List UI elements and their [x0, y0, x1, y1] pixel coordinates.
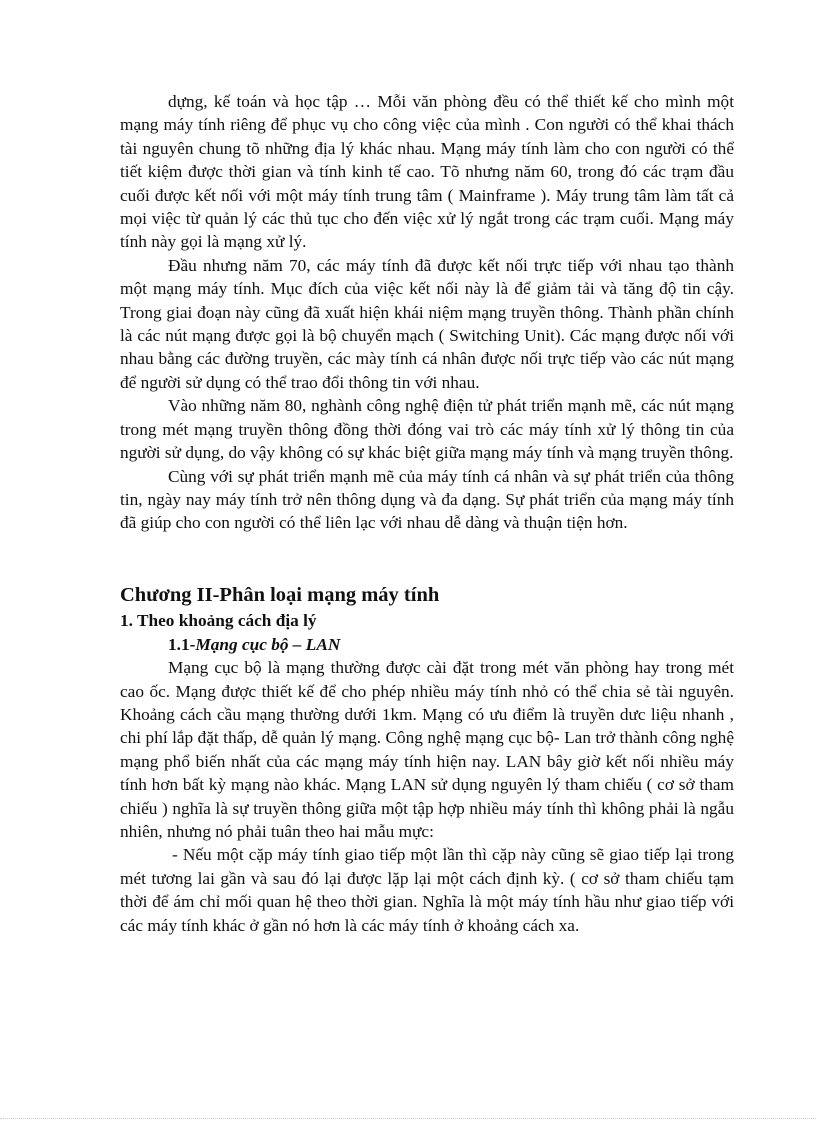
- paragraph-1980s-networks: Vào những năm 80, nghành công nghệ điện tử phát triển mạnh mẽ, các nút mạng trong mét mạng truyền thông đồng thời đóng vai trò các máy tính xử lý thông tin của người sử dụng, do vậy không có sự khác biệt giữa mạng máy tính và mạng truyền thông.: [120, 396, 734, 463]
- paragraph-personal-computers: Cùng với sự phát triển mạnh mẽ của máy tính cá nhân và sự phát triển của thông tin, ngày nay máy tính trở nên thông dụng và đa dạng. Sự phát triển của mạng máy tính đã giúp cho con người có thể liên lạc với nhau dễ dàng và thuận tiện hơn.: [120, 466, 734, 533]
- paragraph-network-history-intro: dựng, kế toán và học tập … Mỗi văn phòng đều có thể thiết kế cho mình một mạng máy tính riêng để phục vụ cho công việc của mình . Con người có thể khai thách tài nguyên chung tõ những địa lý khác nhau. Mạng máy tính làm cho con người có thể tiết kiệm được thời gian và tính kinh tế cao. Tõ nhưng năm 60, trong đó các trạm đầu cuối được kết nối với một máy tính trung tâm ( Mainframe ). Máy trung tâm làm tất cả mọi việc từ quản lý các thủ tục cho đến việc xử lý ngắt trong các trạm cuối. Mạng máy tính này gọi là mạng xử lý.: [120, 92, 734, 252]
- section-spacer: [120, 535, 734, 581]
- paragraph-1970s-networks: Đầu nhưng năm 70, các máy tính đã được kết nối trực tiếp với nhau tạo thành một mạng máy tính. Mục đích của việc kết nối này là để giảm tải và tăng độ tin cậy. Trong giai đoạn này cũng đã xuất hiện khái niệm mạng truyền thông. Thành phần chính là các nút mạng được gọi là bộ chuyển mạch ( Switching Unit). Các mạng được nối với nhau bằng các đường truyền, các mày tính cá nhân được nối trực tiếp vào các nút mạng để người sử dụng có thể trao đổi thông tin với nhau.: [120, 255, 734, 392]
- subsection-number: 1.1-: [168, 634, 196, 654]
- page-bottom-border: [0, 1118, 816, 1119]
- paragraph-lan-reference-principle: - Nếu một cặp máy tính giao tiếp một lần thì cặp này cũng sẽ giao tiếp lại trong mét tương lai gần và sau đó lại được lặp lại một cách định kỳ. ( cơ sở tham chiếu tạm thời để ám chỉ mối quan hệ theo thời gian. Nghĩa là một máy tính hầu như giao tiếp với các máy tính khác ở gần nó hơn là các máy tính ở khoảng cách xa.: [120, 845, 734, 935]
- chapter-title: Chương II-Phân loại mạng máy tính: [120, 583, 440, 606]
- subsection-title: [120, 633, 734, 656]
- subsection-name: Mạng cục bộ – LAN: [195, 634, 341, 654]
- document-page: [120, 90, 734, 937]
- section-title: 1. Theo khoảng cách địa lý: [120, 610, 317, 630]
- paragraph-lan-definition: Mạng cục bộ là mạng thường được cài đặt trong mét văn phòng hay trong mét cao ốc. Mạng được thiết kế để cho phép nhiều máy tính nhỏ có thể chia sẻ tài nguyên. Khoảng cách cầu mạng thường dưới 1km. Mạng có ưu điểm là truyền dưc liệu nhanh , chi phí lắp đặt thấp, dễ quản lý mạng. Công nghệ mạng cục bộ- Lan trở thành công nghệ mạng phổ biến nhất của các mạng máy tính hiện nay. LAN bây giờ kết nối nhiều máy tính hơn bất kỳ mạng nào khác. Mạng LAN sử dụng nguyên lý tham chiếu ( cơ sở tham chiếu ) nghĩa là sự truyền thông giữa một tập hợp nhiều máy tính thì không phải là ngẫu nhiên, nhưng nó phải tuân theo hai mẫu mực:: [120, 658, 734, 841]
